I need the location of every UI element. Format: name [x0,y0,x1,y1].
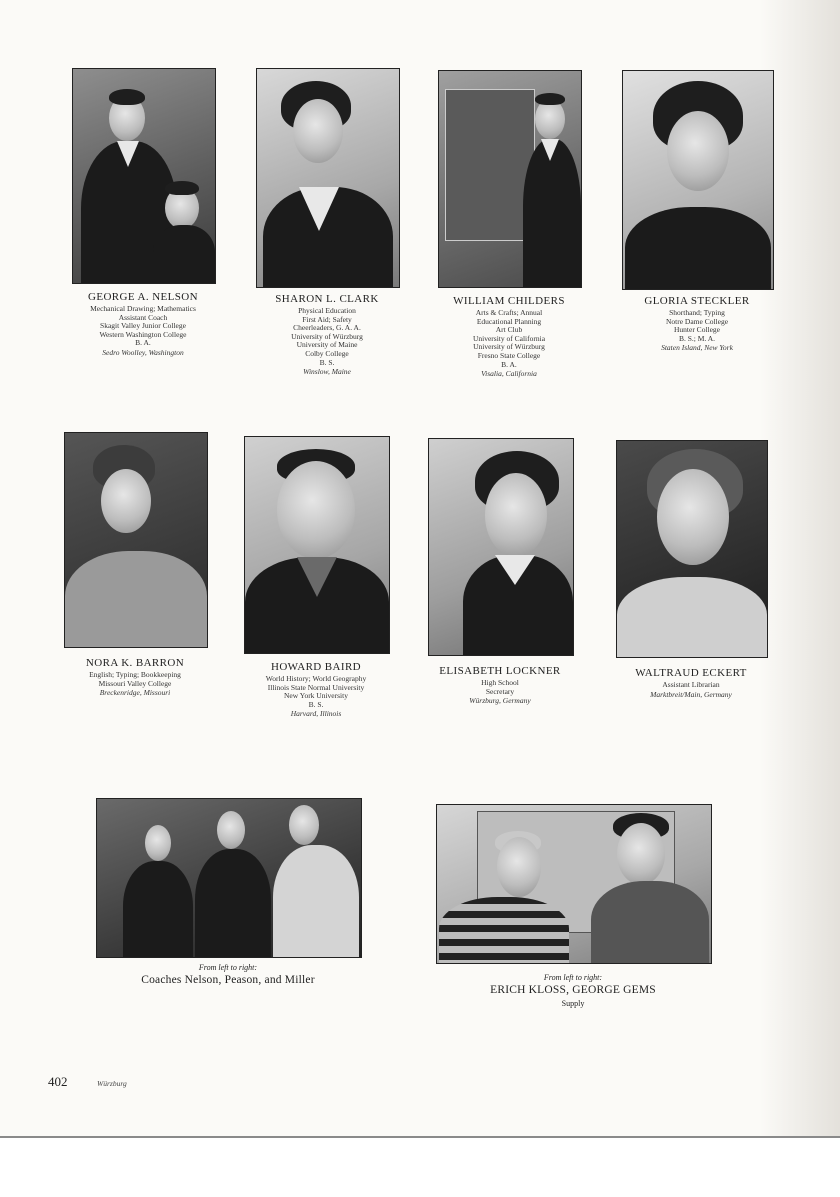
caption-lockner [418,664,582,706]
faculty-detail: Cheerleaders, G. A. A. [293,323,361,333]
faculty-detail: Assistant Librarian [662,680,720,689]
faculty-detail: B. A. [135,338,151,348]
faculty-detail: University of California [472,333,546,343]
faculty-name: GEORGE A. NELSON [88,291,198,303]
caption-barron [54,656,216,698]
group-caption-names: Coaches Nelson, Peason, and Miller [141,974,315,986]
faculty-hometown: Würzburg, Germany [469,696,531,706]
faculty-hometown: Staten Island, New York [661,343,733,353]
faculty-name: HOWARD BAIRD [270,661,362,673]
portrait-photo-baird [244,436,390,654]
faculty-detail: New York University [284,691,348,701]
faculty-detail: B. S.; M. A. [678,333,716,343]
portrait-photo-eckert [616,440,768,658]
caption-nelson [62,290,224,358]
faculty-detail: Fresno State College [477,350,541,360]
faculty-detail: English; Typing; Bookkeeping [89,670,181,679]
faculty-detail: Notre Dame College [665,316,729,326]
faculty-name: WILLIAM CHILDERS [453,295,565,307]
portrait-photo-barron [64,432,208,648]
faculty-name: NORA K. BARRON [85,657,185,669]
faculty-detail: Western Washington College [99,329,187,339]
faculty-hometown: Marktbreit/Main, Germany [650,689,732,699]
group-caption-intro: From left to right: [543,973,603,982]
faculty-name: GLORIA STECKLER [644,295,750,307]
group-photo-coaches [96,798,362,958]
faculty-detail: Arts & Crafts; Annual [475,308,543,317]
group-caption-coaches [96,962,360,988]
faculty-detail: University of Würzburg [473,342,545,352]
portrait-photo-childers [438,70,582,288]
faculty-detail: High School [481,678,519,687]
faculty-detail: Skagit Valley Junior College [100,321,186,331]
faculty-detail: University of Würzburg [291,331,363,341]
faculty-detail: Secretary [485,686,515,696]
group-photo-supply [436,804,712,964]
running-title: Würzburg [97,1079,127,1088]
group-caption-role: Supply [561,999,585,1008]
faculty-detail: Illinois State Normal University [267,682,365,692]
group-caption-names: ERICH KLOSS, GEORGE GEMS [490,984,656,996]
faculty-hometown: Sedro Woolley, Washington [102,347,184,357]
faculty-hometown: Harvard, Illinois [290,709,342,719]
faculty-detail: Shorthand; Typing [669,308,725,317]
faculty-name: WALTRAUD ECKERT [635,667,747,679]
faculty-detail: Colby College [305,348,349,358]
scan-bottom-edge [0,1136,840,1197]
faculty-detail: Physical Education [298,306,356,315]
caption-eckert [604,666,778,699]
caption-steckler [612,294,782,353]
faculty-detail: Educational Planning [476,316,542,326]
faculty-detail: Assistant Coach [118,312,168,322]
faculty-detail: University of Maine [296,340,358,350]
faculty-detail: B. S. [308,699,324,709]
faculty-detail: Missouri Valley College [98,678,172,688]
faculty-detail: Mechanical Drawing; Mathematics [90,304,196,313]
faculty-detail: B. A. [501,359,517,369]
faculty-hometown: Winslow, Maine [303,367,351,377]
faculty-detail: World History; World Geography [265,674,367,683]
caption-clark [246,292,408,377]
faculty-hometown: Visalia, California [481,369,537,379]
faculty-name: SHARON L. CLARK [275,293,379,305]
portrait-photo-clark [256,68,400,288]
faculty-detail: Hunter College [673,325,721,335]
faculty-detail: Art Club [495,325,523,335]
page-number: 402 [48,1074,68,1089]
faculty-detail: First Aid; Safety [302,314,352,324]
portrait-photo-steckler [622,70,774,290]
portrait-photo-lockner [428,438,574,656]
faculty-name: ELISABETH LOCKNER [439,665,561,677]
group-caption-supply [436,972,710,1009]
faculty-detail: B. S. [319,357,335,367]
caption-childers [428,294,590,379]
portrait-photo-nelson [72,68,216,284]
faculty-hometown: Breckenridge, Missouri [99,688,171,698]
caption-baird [226,660,406,719]
group-caption-intro: From left to right: [198,963,258,972]
